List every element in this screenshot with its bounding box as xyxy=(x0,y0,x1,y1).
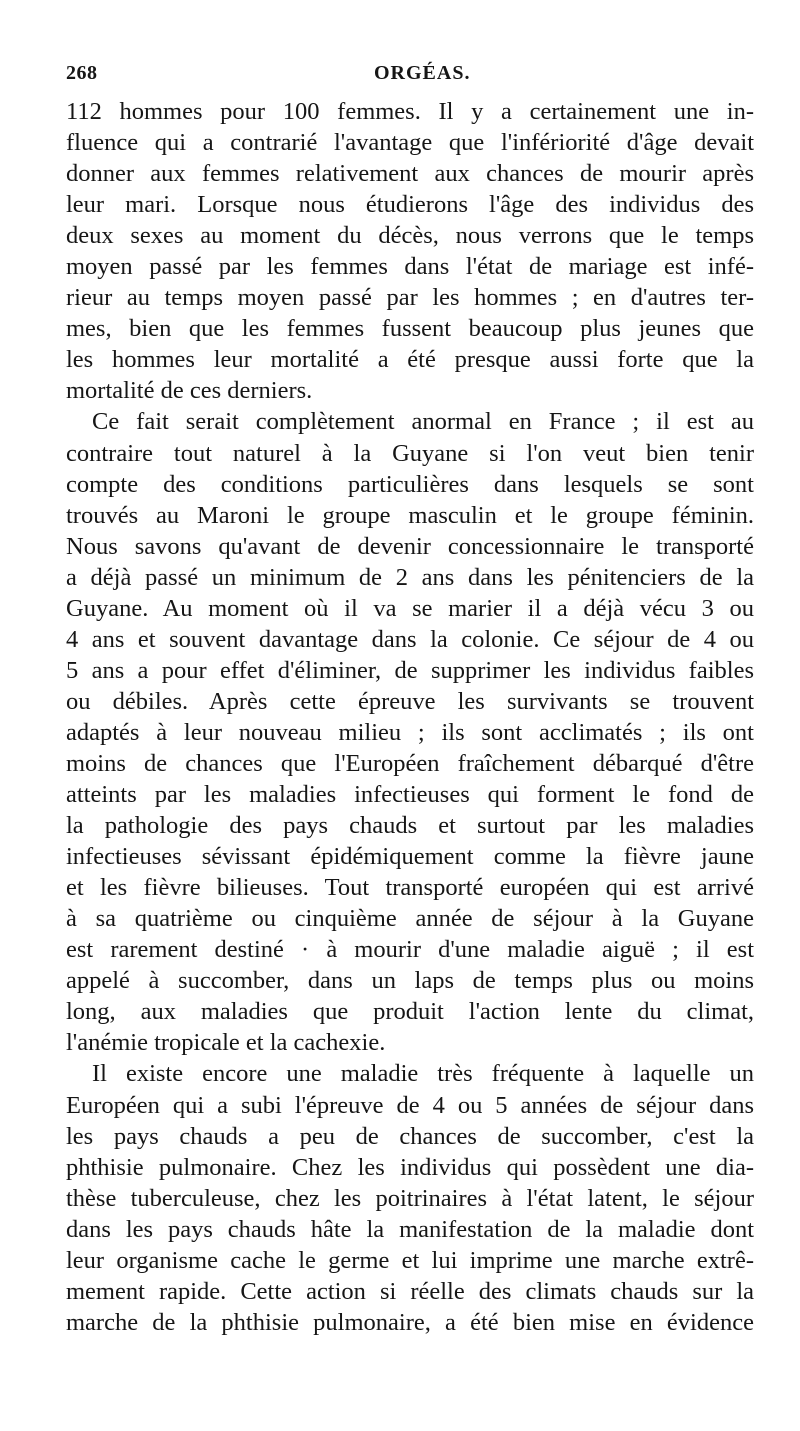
text-line: donner aux femmes relativement aux chances de mourir après xyxy=(66,160,754,188)
text-line: appelé à succomber, dans un laps de temps plus ou moins xyxy=(66,967,754,995)
text-line: moyen passé par les femmes dans l'état de mariage est infé- xyxy=(66,253,754,281)
text-line: et les fièvre bilieuses. Tout transporté européen qui est arrivé xyxy=(66,874,754,902)
text-line: fluence qui a contrarié l'avantage que l'infériorité d'âge devait xyxy=(66,129,754,157)
text-line: à sa quatrième ou cinquième année de séjour à la Guyane xyxy=(66,905,754,933)
text-line: compte des conditions particulières dans lesquels se sont xyxy=(66,470,754,498)
text-line: leur mari. Lorsque nous étudierons l'âge des individus des xyxy=(66,191,754,219)
text-line: la pathologie des pays chauds et surtout par les maladies xyxy=(66,812,754,840)
text-line: rieur au temps moyen passé par les hommes ; en d'autres ter- xyxy=(66,284,754,312)
text-line: les pays chauds a peu de chances de succomber, c'est la xyxy=(66,1122,754,1150)
text-line: mement rapide. Cette action si réelle des climats chauds sur la xyxy=(66,1277,754,1305)
text-line: Il existe encore une maladie très fréquente à laquelle un xyxy=(92,1060,754,1088)
text-line: moins de chances que l'Européen fraîchement débarqué d'être xyxy=(66,749,754,777)
text-line: a déjà passé un minimum de 2 ans dans les pénitenciers de la xyxy=(66,563,754,591)
paragraph xyxy=(66,96,754,406)
running-title: ORGÉAS. xyxy=(374,62,471,84)
text-line: adaptés à leur nouveau milieu ; ils sont acclimatés ; ils ont xyxy=(66,718,754,746)
text-line: mes, bien que les femmes fussent beaucoup plus jeunes que xyxy=(66,315,754,343)
text-line: les hommes leur mortalité a été presque aussi forte que la xyxy=(66,346,754,374)
page-number: 268 xyxy=(66,62,98,84)
paragraph xyxy=(66,1058,754,1337)
text-line: leur organisme cache le germe et lui imprime une marche extrê- xyxy=(66,1246,754,1274)
text-line: est rarement destiné · à mourir d'une maladie aiguë ; il est xyxy=(66,936,754,964)
text-line: long, aux maladies que produit l'action lente du climat, xyxy=(66,998,754,1026)
text-line: thèse tuberculeuse, chez les poitrinaires à l'état latent, le séjour xyxy=(66,1184,754,1212)
text-line: infectieuses sévissant épidémiquement comme la fièvre jaune xyxy=(66,843,754,871)
page-header xyxy=(66,62,754,90)
text-line: Européen qui a subi l'épreuve de 4 ou 5 années de séjour dans xyxy=(66,1091,754,1119)
text-line: 112 hommes pour 100 femmes. Il y a certainement une in- xyxy=(66,98,754,125)
text-line: mortalité de ces derniers. xyxy=(66,377,313,405)
text-line: phthisie pulmonaire. Chez les individus qui possèdent une dia- xyxy=(66,1153,754,1181)
text-line: ou débiles. Après cette épreuve les survivants se trouvent xyxy=(66,687,754,715)
text-line: deux sexes au moment du décès, nous verrons que le temps xyxy=(66,222,754,250)
text-line: marche de la phthisie pulmonaire, a été bien mise en évidence xyxy=(66,1308,754,1336)
text-line: dans les pays chauds hâte la manifestation de la maladie dont xyxy=(66,1215,754,1243)
text-line: l'anémie tropicale et la cachexie. xyxy=(66,1029,386,1057)
text-line: 5 ans a pour effet d'éliminer, de supprimer les individus faibles xyxy=(66,656,754,684)
paragraph xyxy=(66,406,754,1058)
text-line: Nous savons qu'avant de devenir concessionnaire le transporté xyxy=(66,532,754,560)
text-line: Ce fait serait complètement anormal en France ; il est au xyxy=(92,408,754,436)
text-line: Guyane. Au moment où il va se marier il a déjà vécu 3 ou xyxy=(66,594,754,622)
text-line: trouvés au Maroni le groupe masculin et le groupe féminin. xyxy=(66,501,754,529)
text-line: atteints par les maladies infectieuses qui forment le fond de xyxy=(66,781,754,809)
body-text xyxy=(66,96,754,1338)
text-line: contraire tout naturel à la Guyane si l'on veut bien tenir xyxy=(66,439,754,467)
text-line: 4 ans et souvent davantage dans la colonie. Ce séjour de 4 ou xyxy=(66,625,754,653)
